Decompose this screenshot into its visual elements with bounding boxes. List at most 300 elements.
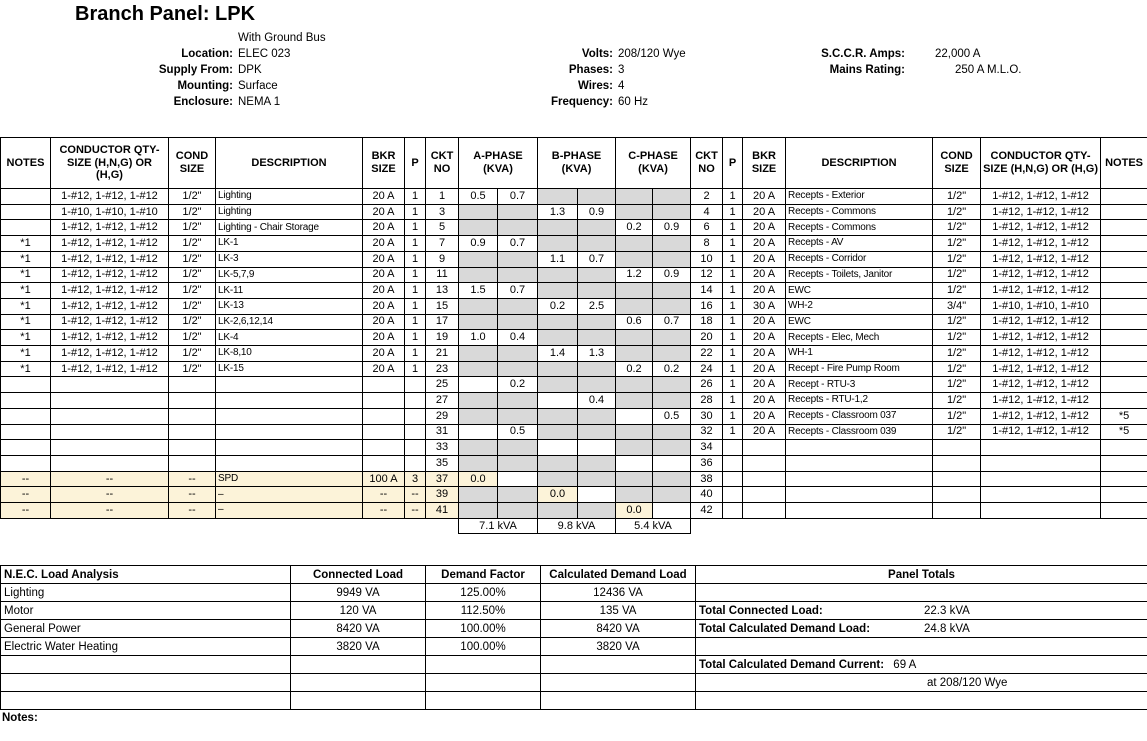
cell-conductor-left: 1-#12, 1-#12, 1-#12 <box>51 361 169 377</box>
cell-notes-right <box>1101 440 1147 456</box>
info-value: 3 <box>618 64 625 76</box>
cell-description-left: LK-4 <box>216 330 363 346</box>
cell-notes-right <box>1101 189 1147 205</box>
info-label: Supply From: <box>158 64 233 76</box>
cell-kva-a1: 0.5 <box>459 189 498 205</box>
cell-poles-left: 1 <box>405 189 426 205</box>
cell-bkr-size-right: 20 A <box>743 267 786 283</box>
cell-conductor-right: 1-#12, 1-#12, 1-#12 <box>981 251 1101 267</box>
col-bkr-size-left: BKR SIZE <box>363 138 405 189</box>
cell-cond-size-left: 1/2" <box>169 267 216 283</box>
cell-kva-c1 <box>616 236 653 252</box>
cell-ckt-no-left: 7 <box>426 236 459 252</box>
cell-cond-size-right <box>933 440 981 456</box>
cell-conductor-right: 1-#12, 1-#12, 1-#12 <box>981 377 1101 393</box>
table-row <box>1 204 1147 220</box>
nec-cell-demand-factor: 100.00% <box>426 638 541 656</box>
info-value: DPK <box>238 64 262 76</box>
info-value: 4 <box>618 80 625 92</box>
cell-cond-size-right: 1/2" <box>933 424 981 440</box>
cell-poles-left: 1 <box>405 314 426 330</box>
cell-kva-b2 <box>578 361 616 377</box>
cell-notes-right <box>1101 471 1147 487</box>
cell-ckt-no-left: 35 <box>426 455 459 471</box>
cell-poles-left: 1 <box>405 220 426 236</box>
cell-kva-a1 <box>459 314 498 330</box>
cell-notes-right <box>1101 455 1147 471</box>
nec-cell-demand-factor <box>426 656 541 674</box>
b-phase-total: 9.8 kVA <box>538 518 616 534</box>
cell-kva-a2 <box>498 346 538 362</box>
cell-bkr-size-right: 20 A <box>743 377 786 393</box>
cell-bkr-size-left: 20 A <box>363 251 405 267</box>
cell-poles-right: 1 <box>723 346 743 362</box>
page-title: Branch Panel: LPK <box>75 3 256 25</box>
cell-cond-size-right: 1/2" <box>933 377 981 393</box>
cell-kva-c2 <box>653 298 691 314</box>
cell-description-right <box>786 503 933 519</box>
cell-poles-right: 1 <box>723 189 743 205</box>
a-phase-total: 7.1 kVA <box>459 518 538 534</box>
nec-row <box>1 692 696 710</box>
cell-poles-left <box>405 424 426 440</box>
cell-conductor-left: 1-#12, 1-#12, 1-#12 <box>51 267 169 283</box>
nec-cell-connected-load <box>291 656 426 674</box>
cell-kva-a1: 0.0 <box>459 471 498 487</box>
cell-poles-right: 1 <box>723 408 743 424</box>
cell-description-left: Lighting <box>216 204 363 220</box>
col-a-phase: A-PHASE (KVA) <box>459 138 538 189</box>
cell-kva-b2 <box>578 440 616 456</box>
cell-poles-right: 1 <box>723 377 743 393</box>
table-row <box>1 503 1147 519</box>
cell-kva-c2: 0.2 <box>653 361 691 377</box>
cell-kva-b1 <box>538 314 578 330</box>
cell-cond-size-right: 1/2" <box>933 408 981 424</box>
nec-cell-category <box>1 692 291 710</box>
cell-kva-b1 <box>538 503 578 519</box>
cell-description-right <box>786 471 933 487</box>
total-current-cell <box>696 656 1147 674</box>
cell-kva-c2 <box>653 377 691 393</box>
cell-poles-left: 1 <box>405 267 426 283</box>
cell-description-left: LK-13 <box>216 298 363 314</box>
cell-bkr-size-right: 20 A <box>743 393 786 409</box>
cell-kva-c2 <box>653 487 691 503</box>
cell-description-left: SPD <box>216 471 363 487</box>
cell-cond-size-left: 1/2" <box>169 189 216 205</box>
cell-bkr-size-left: 20 A <box>363 204 405 220</box>
cell-notes-left: *1 <box>1 361 51 377</box>
cell-conductor-right <box>981 471 1101 487</box>
cell-notes-right <box>1101 283 1147 299</box>
cell-bkr-size-right: 20 A <box>743 204 786 220</box>
cell-ckt-no-left: 13 <box>426 283 459 299</box>
cell-kva-c1 <box>616 283 653 299</box>
info-value: ELEC 023 <box>238 48 291 60</box>
cell-kva-c2: 0.9 <box>653 267 691 283</box>
cell-kva-b1 <box>538 393 578 409</box>
cell-description-right: Recepts - Corridor <box>786 251 933 267</box>
cell-bkr-size-right <box>743 455 786 471</box>
col-description-right: DESCRIPTION <box>786 138 933 189</box>
cell-bkr-size-right: 20 A <box>743 189 786 205</box>
cell-poles-right: 1 <box>723 361 743 377</box>
cell-kva-b2 <box>578 283 616 299</box>
cell-conductor-left <box>51 424 169 440</box>
cell-kva-a2: 0.4 <box>498 330 538 346</box>
table-row <box>1 487 1147 503</box>
info-label: S.C.C.R. Amps: <box>821 48 905 60</box>
cell-notes-left: -- <box>1 487 51 503</box>
info-block-panel <box>0 30 326 110</box>
cell-kva-a1 <box>459 377 498 393</box>
phase-totals-body <box>1 518 1147 534</box>
cell-kva-c1 <box>616 251 653 267</box>
cell-description-left: LK-5,7,9 <box>216 267 363 283</box>
cell-description-right: EWC <box>786 314 933 330</box>
cell-bkr-size-right: 30 A <box>743 298 786 314</box>
table-row <box>1 251 1147 267</box>
cell-conductor-right: 1-#12, 1-#12, 1-#12 <box>981 283 1101 299</box>
cell-ckt-no-left: 11 <box>426 267 459 283</box>
cell-description-right: Recepts - Elec, Mech <box>786 330 933 346</box>
cell-kva-c1 <box>616 346 653 362</box>
cell-kva-b2 <box>578 236 616 252</box>
cell-ckt-no-left: 29 <box>426 408 459 424</box>
cell-description-left <box>216 440 363 456</box>
nec-cell-demand-factor <box>426 692 541 710</box>
cell-kva-a2 <box>498 503 538 519</box>
nec-cell-connected-load: 3820 VA <box>291 638 426 656</box>
cell-description-left: Lighting <box>216 189 363 205</box>
voltage-line-cell <box>696 674 1147 692</box>
cell-kva-c1 <box>616 487 653 503</box>
nec-cell-calculated-demand <box>541 674 696 692</box>
cell-ckt-no-right: 2 <box>691 189 723 205</box>
nec-cell-calculated-demand: 12436 VA <box>541 584 696 602</box>
cell-description-right <box>786 440 933 456</box>
panel-empty-cell <box>696 638 1147 656</box>
total-current-label: Total Calculated Demand Current: <box>699 658 885 671</box>
cell-cond-size-left <box>169 393 216 409</box>
cell-conductor-left <box>51 393 169 409</box>
branch-circuit-table <box>0 137 1147 534</box>
cell-conductor-right <box>981 440 1101 456</box>
cell-notes-left <box>1 408 51 424</box>
cell-cond-size-left: 1/2" <box>169 251 216 267</box>
nec-row <box>1 638 696 656</box>
cell-poles-right: 1 <box>723 314 743 330</box>
cell-notes-right <box>1101 487 1147 503</box>
col-poles-left: P <box>405 138 426 189</box>
phase-totals-row <box>1 518 1147 534</box>
panel-totals-header-row <box>696 566 1147 584</box>
nec-cell-calculated-demand <box>541 656 696 674</box>
cell-poles-right: 1 <box>723 204 743 220</box>
cell-kva-c2: 0.7 <box>653 314 691 330</box>
cell-bkr-size-right: 20 A <box>743 236 786 252</box>
cell-cond-size-right <box>933 471 981 487</box>
cell-kva-b1 <box>538 283 578 299</box>
cell-bkr-size-left <box>363 377 405 393</box>
cell-kva-b2 <box>578 408 616 424</box>
cell-cond-size-left: 1/2" <box>169 220 216 236</box>
col-poles-right: P <box>723 138 743 189</box>
cell-cond-size-right: 1/2" <box>933 346 981 362</box>
cell-notes-left <box>1 393 51 409</box>
cell-description-left: LK-15 <box>216 361 363 377</box>
cell-notes-right <box>1101 267 1147 283</box>
cell-ckt-no-right: 24 <box>691 361 723 377</box>
cell-poles-right <box>723 471 743 487</box>
cell-conductor-right: 1-#12, 1-#12, 1-#12 <box>981 330 1101 346</box>
cell-kva-b1 <box>538 330 578 346</box>
info-label: Frequency: <box>551 96 613 108</box>
cell-bkr-size-left <box>363 393 405 409</box>
cell-bkr-size-left <box>363 455 405 471</box>
cell-conductor-left: -- <box>51 503 169 519</box>
cell-kva-a2 <box>498 251 538 267</box>
nec-cell-connected-load <box>291 674 426 692</box>
cell-kva-b2 <box>578 189 616 205</box>
total-demand-value: 24.8 kVA <box>924 622 970 635</box>
cell-kva-c2: 0.5 <box>653 408 691 424</box>
cell-conductor-left: 1-#12, 1-#12, 1-#12 <box>51 189 169 205</box>
cell-conductor-left: -- <box>51 487 169 503</box>
cell-notes-left <box>1 220 51 236</box>
cell-kva-a2 <box>498 440 538 456</box>
cell-notes-left: *1 <box>1 236 51 252</box>
cell-notes-left: *1 <box>1 251 51 267</box>
cell-poles-right: 1 <box>723 251 743 267</box>
cell-kva-a1 <box>459 424 498 440</box>
table-row <box>1 346 1147 362</box>
cell-kva-b1: 0.2 <box>538 298 578 314</box>
cell-ckt-no-right: 32 <box>691 424 723 440</box>
cell-conductor-right: 1-#12, 1-#12, 1-#12 <box>981 346 1101 362</box>
cell-conductor-left: 1-#12, 1-#12, 1-#12 <box>51 298 169 314</box>
cell-bkr-size-right: 20 A <box>743 424 786 440</box>
panel-totals-title: Panel Totals <box>696 566 1147 584</box>
info-block-ratings <box>780 46 1021 78</box>
nec-row <box>1 584 696 602</box>
spacer-cell <box>691 518 1147 534</box>
cell-notes-right <box>1101 314 1147 330</box>
cell-cond-size-left <box>169 455 216 471</box>
cell-ckt-no-left: 15 <box>426 298 459 314</box>
cell-kva-a2 <box>498 393 538 409</box>
cell-bkr-size-left: 20 A <box>363 298 405 314</box>
cell-kva-a2 <box>498 314 538 330</box>
cell-cond-size-left: 1/2" <box>169 298 216 314</box>
cell-kva-a2 <box>498 220 538 236</box>
nec-col-connected: Connected Load <box>291 566 426 584</box>
cell-kva-b2 <box>578 471 616 487</box>
cell-conductor-right <box>981 455 1101 471</box>
cell-bkr-size-right: 20 A <box>743 251 786 267</box>
cell-poles-left: 1 <box>405 330 426 346</box>
info-row <box>0 62 326 78</box>
cell-description-right <box>786 455 933 471</box>
cell-poles-left: 3 <box>405 471 426 487</box>
cell-conductor-left: 1-#12, 1-#12, 1-#12 <box>51 346 169 362</box>
cell-ckt-no-left: 33 <box>426 440 459 456</box>
table-row <box>1 298 1147 314</box>
cell-kva-b1 <box>538 361 578 377</box>
info-row <box>0 78 326 94</box>
cell-kva-a2: 0.5 <box>498 424 538 440</box>
cell-kva-c1 <box>616 377 653 393</box>
cell-bkr-size-left <box>363 408 405 424</box>
cell-kva-b1: 0.0 <box>538 487 578 503</box>
cell-notes-left: *1 <box>1 314 51 330</box>
cell-notes-right: *5 <box>1101 424 1147 440</box>
cell-poles-left: 1 <box>405 361 426 377</box>
cell-bkr-size-left: 20 A <box>363 220 405 236</box>
cell-conductor-right: 1-#12, 1-#12, 1-#12 <box>981 220 1101 236</box>
cell-kva-c1 <box>616 330 653 346</box>
cell-cond-size-left: 1/2" <box>169 346 216 362</box>
cell-kva-b1 <box>538 424 578 440</box>
cell-notes-left: *1 <box>1 283 51 299</box>
table-row <box>1 455 1147 471</box>
cell-kva-c2 <box>653 251 691 267</box>
nec-cell-category: Lighting <box>1 584 291 602</box>
cell-poles-left: -- <box>405 487 426 503</box>
cell-bkr-size-right: 20 A <box>743 408 786 424</box>
cell-cond-size-right: 1/2" <box>933 330 981 346</box>
cell-kva-a1 <box>459 487 498 503</box>
cell-description-right: Recepts - Commons <box>786 204 933 220</box>
cell-ckt-no-right: 36 <box>691 455 723 471</box>
cell-ckt-no-right: 20 <box>691 330 723 346</box>
cell-ckt-no-right: 38 <box>691 471 723 487</box>
cell-kva-c1 <box>616 408 653 424</box>
nec-cell-connected-load: 9949 VA <box>291 584 426 602</box>
cell-kva-c2 <box>653 283 691 299</box>
cell-kva-b1 <box>538 440 578 456</box>
info-value: 208/120 Wye <box>618 48 686 60</box>
cell-cond-size-left: -- <box>169 471 216 487</box>
table-row <box>1 361 1147 377</box>
cell-ckt-no-left: 39 <box>426 487 459 503</box>
cell-cond-size-left: 1/2" <box>169 361 216 377</box>
cell-kva-c1: 0.2 <box>616 220 653 236</box>
table-row <box>1 440 1147 456</box>
cell-kva-b1 <box>538 189 578 205</box>
cell-bkr-size-left: 20 A <box>363 346 405 362</box>
cell-notes-right <box>1101 393 1147 409</box>
cell-notes-right <box>1101 251 1147 267</box>
nec-cell-calculated-demand <box>541 692 696 710</box>
cell-bkr-size-left: -- <box>363 487 405 503</box>
c-phase-total: 5.4 kVA <box>616 518 691 534</box>
cell-notes-left <box>1 377 51 393</box>
panel-totals-empty-row <box>696 584 1147 602</box>
cell-kva-a1 <box>459 298 498 314</box>
cell-poles-left <box>405 455 426 471</box>
cell-ckt-no-right: 14 <box>691 283 723 299</box>
col-description-left: DESCRIPTION <box>216 138 363 189</box>
cell-conductor-right: 1-#12, 1-#12, 1-#12 <box>981 189 1101 205</box>
cell-notes-left: *1 <box>1 330 51 346</box>
cell-conductor-left: 1-#10, 1-#10, 1-#10 <box>51 204 169 220</box>
cell-poles-left: 1 <box>405 204 426 220</box>
cell-conductor-right: 1-#12, 1-#12, 1-#12 <box>981 204 1101 220</box>
cell-conductor-right: 1-#10, 1-#10, 1-#10 <box>981 298 1101 314</box>
info-row <box>780 62 1021 78</box>
cell-description-left: LK-11 <box>216 283 363 299</box>
spacer-cell <box>1 518 459 534</box>
cell-kva-b2 <box>578 220 616 236</box>
cell-notes-left: *1 <box>1 346 51 362</box>
cell-description-left <box>216 393 363 409</box>
cell-kva-a1: 0.9 <box>459 236 498 252</box>
cell-conductor-left: 1-#12, 1-#12, 1-#12 <box>51 330 169 346</box>
cell-conductor-right: 1-#12, 1-#12, 1-#12 <box>981 424 1101 440</box>
cell-conductor-right: 1-#12, 1-#12, 1-#12 <box>981 236 1101 252</box>
cell-notes-left <box>1 204 51 220</box>
nec-cell-connected-load <box>291 692 426 710</box>
cell-cond-size-right: 1/2" <box>933 393 981 409</box>
table-row <box>1 314 1147 330</box>
cell-notes-right <box>1101 346 1147 362</box>
cell-conductor-right: 1-#12, 1-#12, 1-#12 <box>981 267 1101 283</box>
total-demand-row <box>696 620 1147 638</box>
cell-kva-a1 <box>459 393 498 409</box>
cell-poles-left <box>405 393 426 409</box>
cell-poles-right: 1 <box>723 283 743 299</box>
cell-cond-size-right: 1/2" <box>933 220 981 236</box>
cell-cond-size-right <box>933 503 981 519</box>
col-conductor-right: CONDUCTOR QTY-SIZE (H,N,G) OR (H,G) <box>981 138 1101 189</box>
cell-bkr-size-left: 20 A <box>363 189 405 205</box>
cell-bkr-size-right: 20 A <box>743 314 786 330</box>
nec-cell-demand-factor: 100.00% <box>426 620 541 638</box>
cell-ckt-no-left: 21 <box>426 346 459 362</box>
cell-kva-c1: 1.2 <box>616 267 653 283</box>
cell-kva-a1 <box>459 346 498 362</box>
cell-notes-left <box>1 189 51 205</box>
cell-poles-right: 1 <box>723 220 743 236</box>
table-row <box>1 267 1147 283</box>
cell-cond-size-right: 3/4" <box>933 298 981 314</box>
cell-poles-left: 1 <box>405 298 426 314</box>
cell-poles-right: 1 <box>723 424 743 440</box>
cell-cond-size-right: 1/2" <box>933 283 981 299</box>
cell-bkr-size-left: 20 A <box>363 361 405 377</box>
cell-description-right: Recept - RTU-3 <box>786 377 933 393</box>
cell-kva-b2 <box>578 330 616 346</box>
cell-ckt-no-left: 23 <box>426 361 459 377</box>
table-row <box>1 377 1147 393</box>
cell-bkr-size-left <box>363 440 405 456</box>
cell-poles-left: 1 <box>405 283 426 299</box>
cell-poles-right: 1 <box>723 267 743 283</box>
cell-description-left <box>216 377 363 393</box>
cell-kva-a1 <box>459 455 498 471</box>
cell-ckt-no-right: 8 <box>691 236 723 252</box>
cell-cond-size-right: 1/2" <box>933 314 981 330</box>
total-connected-cell <box>696 602 1147 620</box>
cell-kva-b2: 1.3 <box>578 346 616 362</box>
cell-kva-c2: 0.9 <box>653 220 691 236</box>
cell-cond-size-right: 1/2" <box>933 204 981 220</box>
nec-cell-category <box>1 674 291 692</box>
cell-bkr-size-right <box>743 487 786 503</box>
cell-notes-left <box>1 424 51 440</box>
